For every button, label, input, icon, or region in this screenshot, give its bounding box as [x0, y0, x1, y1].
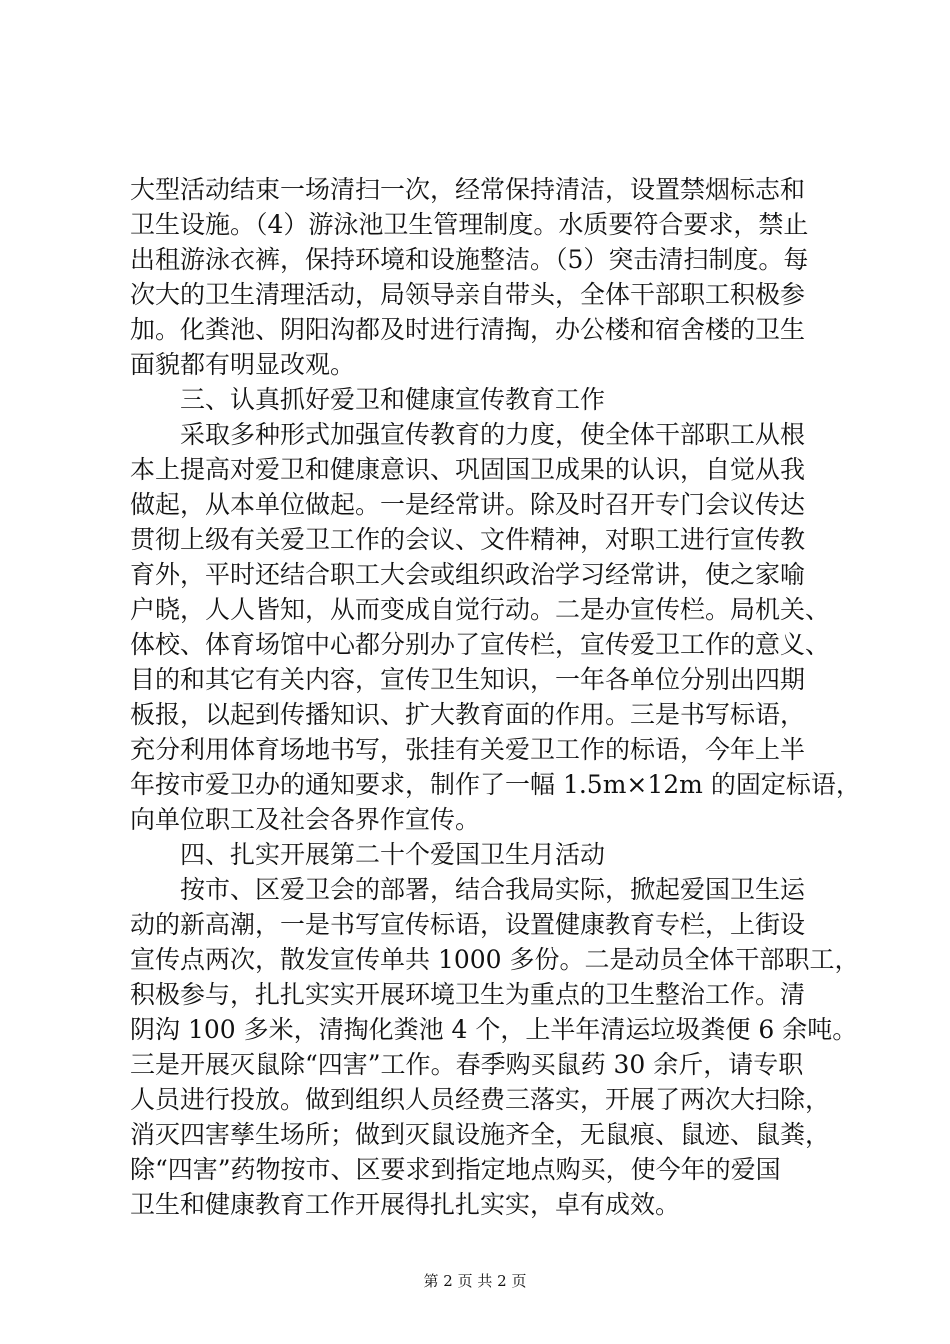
body-line: 加。化粪池、阴阳沟都及时进行清掏，办公楼和宿舍楼的卫生: [130, 315, 806, 344]
body-line: 面貌都有明显改观。: [130, 350, 356, 379]
body-line: 户晓，人人皆知，从而变成自觉行动。二是办宣传栏。局机关、: [130, 595, 831, 624]
body-line: 做起，从本单位做起。一是经常讲。除及时召开专门会议传达: [130, 490, 806, 519]
body-line: 育外，平时还结合职工大会或组织政治学习经常讲，使之家喻: [130, 560, 806, 589]
paragraph-first-line: 采取多种形式加强宣传教育的力度，使全体干部职工从根: [180, 420, 806, 449]
body-line: 大型活动结束一场清扫一次，经常保持清洁，设置禁烟标志和: [130, 175, 806, 204]
body-line: 三是开展灭鼠除“四害”工作。春季购买鼠药 30 余斤，请专职: [130, 1050, 804, 1079]
body-line: 出租游泳衣裤，保持环境和设施整洁。（5）突击清扫制度。每: [130, 245, 809, 274]
body-line: 人员进行投放。做到组织人员经费三落实，开展了两次大扫除，: [130, 1085, 831, 1114]
body-line: 阴沟 100 多米，清掏化粪池 4 个，上半年清运垃圾粪便 6 余吨。: [130, 1015, 858, 1044]
body-line: 卫生和健康教育工作开展得扎扎实实，卓有成效。: [130, 1190, 681, 1219]
body-line: 向单位职工及社会各界作宣传。: [130, 805, 481, 834]
body-line: 积极参与，扎扎实实开展环境卫生为重点的卫生整治工作。清: [130, 980, 806, 1009]
body-line: 卫生设施。（4）游泳池卫生管理制度。水质要符合要求，禁止: [130, 210, 809, 239]
section-heading: 四、扎实开展第二十个爱国卫生月活动: [180, 840, 606, 869]
paragraph-first-line: 按市、区爱卫会的部署，结合我局实际，掀起爱国卫生运: [180, 875, 806, 904]
body-line: 贯彻上级有关爱卫工作的会议、文件精神，对职工进行宣传教: [130, 525, 806, 554]
body-line: 宣传点两次，散发宣传单共 1000 多份。二是动员全体干部职工，: [130, 945, 860, 974]
page-footer: 第 2 页 共 2 页: [423, 1272, 527, 1290]
body-line: 充分利用体育场地书写，张挂有关爱卫工作的标语，今年上半: [130, 735, 806, 764]
body-line: 本上提高对爱卫和健康意识、巩固国卫成果的认识，自觉从我: [130, 455, 806, 484]
body-line: 消灭四害孳生场所；做到灭鼠设施齐全，无鼠痕、鼠迹、鼠粪，: [130, 1120, 831, 1149]
section-heading: 三、认真抓好爱卫和健康宣传教育工作: [180, 385, 606, 414]
body-line: 除“四害”药物按市、区要求到指定地点购买，使今年的爱国: [130, 1155, 781, 1184]
body-line: 次大的卫生清理活动，局领导亲自带头，全体干部职工积极参: [130, 280, 806, 309]
document-body: [130, 172, 861, 1222]
body-line: 目的和其它有关内容，宣传卫生知识，一年各单位分别出四期: [130, 665, 806, 694]
body-line: 体校、体育场馆中心都分别办了宣传栏，宣传爱卫工作的意义、: [130, 630, 831, 659]
body-line: 年按市爱卫办的通知要求，制作了一幅 1.5m×12m 的固定标语，: [130, 770, 861, 799]
body-line: 动的新高潮，一是书写宣传标语，设置健康教育专栏，上街设: [130, 910, 806, 939]
body-line: 板报，以起到传播知识、扩大教育面的作用。三是书写标语，: [130, 700, 806, 729]
